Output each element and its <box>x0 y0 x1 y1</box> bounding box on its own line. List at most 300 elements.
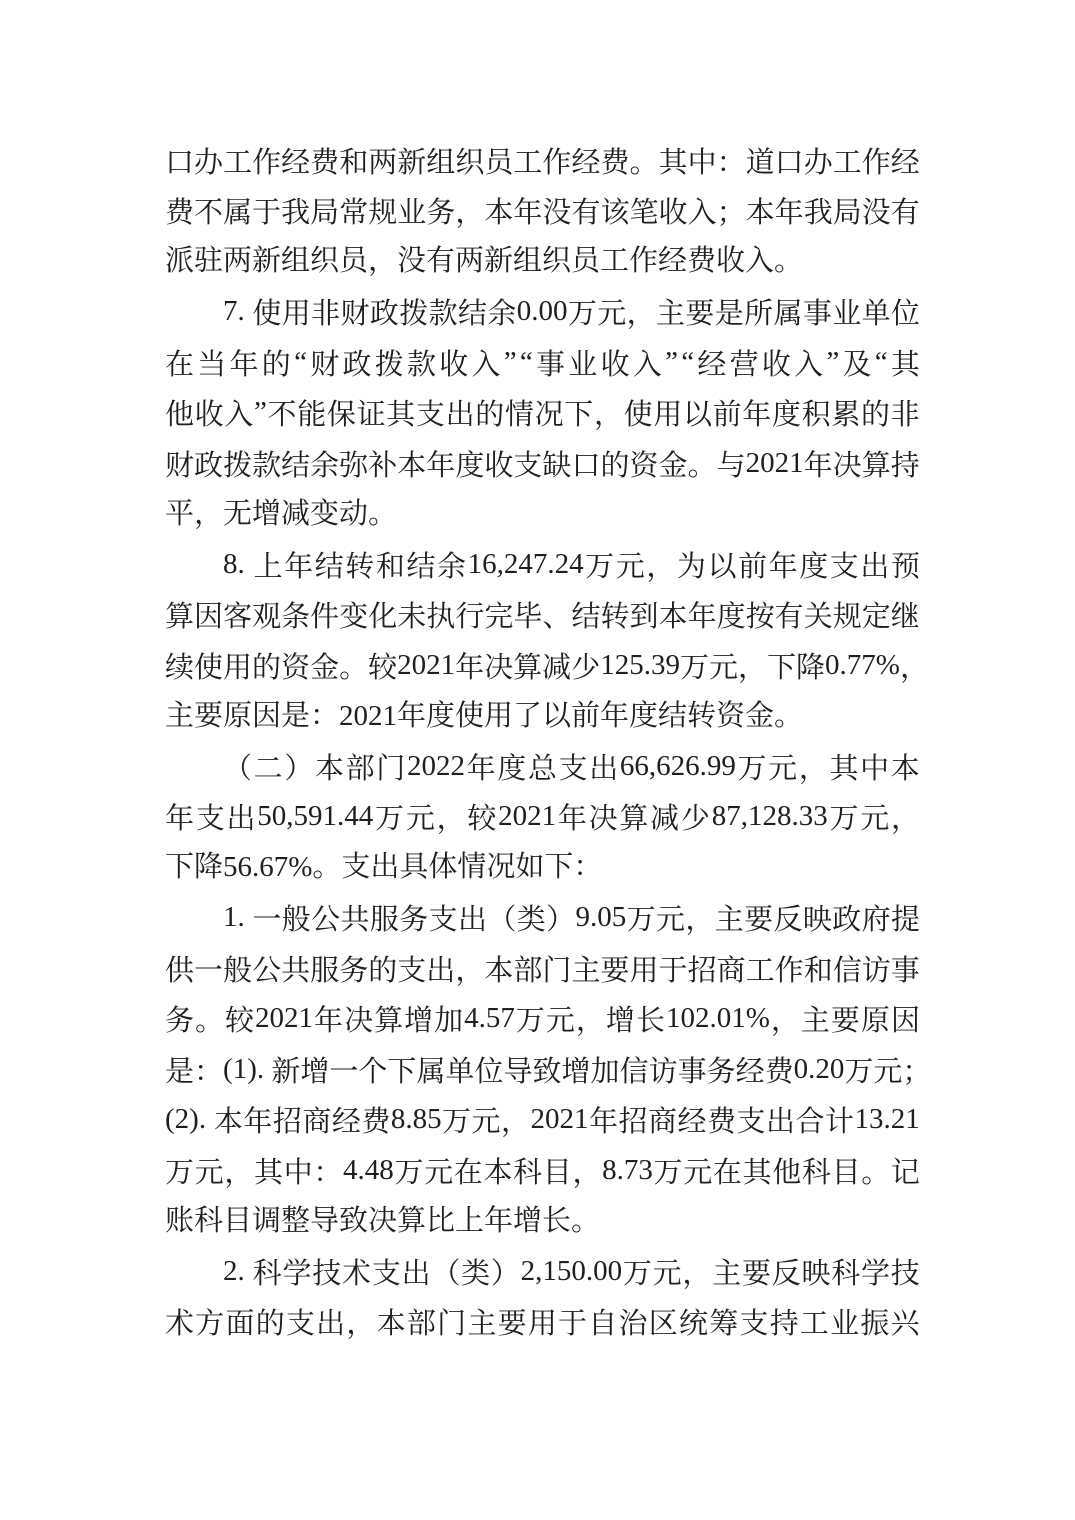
text-token: 局 <box>832 197 862 230</box>
text-token: ， <box>682 1257 712 1290</box>
text-token: 87,128.33 <box>711 800 828 833</box>
text-token: 术 <box>165 1308 195 1341</box>
text-token: 公 <box>252 954 282 987</box>
text-token: 其 <box>658 146 688 179</box>
text-token: 缺 <box>542 449 572 482</box>
text-token: 支 <box>415 399 445 432</box>
text-token: 万 <box>442 1106 472 1139</box>
text-token: 用 <box>223 651 253 684</box>
text-token: 于 <box>558 1308 588 1341</box>
text-token: ： <box>716 146 746 179</box>
text-token: 事 <box>536 348 566 381</box>
text-token: 共 <box>340 904 370 937</box>
text-token: 年 <box>426 449 456 482</box>
text-token: 年 <box>284 550 314 583</box>
text-token: 元 <box>471 1106 501 1139</box>
text-token: 工 <box>832 146 862 179</box>
text-token: 元 <box>708 651 738 684</box>
text-token: ： <box>194 1055 224 1088</box>
text-token: 经 <box>331 1106 361 1139</box>
text-token: 本 <box>314 752 344 785</box>
text-line: 主要原因是：2021年度使用了以前年度结转资金。 <box>165 699 804 732</box>
text-token: 要 <box>600 954 630 987</box>
text-token: 财 <box>165 449 195 482</box>
text-line <box>165 388 920 439</box>
text-token: 要 <box>497 1308 527 1341</box>
text-token: 元 <box>597 298 627 331</box>
text-token: 合 <box>795 1106 825 1139</box>
text-token: 算 <box>619 803 649 836</box>
text-token: ， <box>455 954 485 987</box>
text-token: 年 <box>589 1106 619 1139</box>
text-token: 1. <box>223 901 252 934</box>
text-token: 服 <box>310 954 340 987</box>
text-token: 证 <box>356 399 386 432</box>
text-token: 出 <box>426 954 456 987</box>
text-token: 作 <box>542 146 572 179</box>
text-token: 观 <box>252 601 282 634</box>
text-token: 不 <box>267 399 297 432</box>
text-token: 主 <box>571 954 601 987</box>
text-token: 增 <box>404 1005 434 1038</box>
text-line <box>165 640 929 691</box>
text-token: 是 <box>714 298 744 331</box>
text-token: 102.01% <box>665 1002 770 1035</box>
text-token: 持 <box>890 449 920 482</box>
text-token: 元 <box>873 1055 903 1088</box>
text-token: ， <box>685 904 715 937</box>
text-token: 目 <box>542 1156 572 1189</box>
text-token: 办 <box>803 146 833 179</box>
text-token: 所 <box>744 298 774 331</box>
text-token: 口 <box>165 146 195 179</box>
text-token: 部 <box>345 752 375 785</box>
text-token: 工 <box>799 1308 829 1341</box>
text-token: 。 <box>629 146 659 179</box>
text-token: 余 <box>487 298 517 331</box>
text-token: 度 <box>771 399 801 432</box>
text-token: ， <box>890 803 920 836</box>
text-token: 支 <box>371 1257 401 1290</box>
text-token: 年 <box>165 803 195 836</box>
text-token: 累 <box>831 399 861 432</box>
text-token: 4.57 <box>464 1002 515 1035</box>
text-token: 预 <box>890 550 920 583</box>
text-token: 其 <box>254 1156 284 1189</box>
text-token: 致 <box>532 1055 562 1088</box>
text-line <box>165 438 920 489</box>
text-token: 局 <box>310 197 340 230</box>
text-token: 出 <box>766 1106 796 1139</box>
text-token: 客 <box>223 601 253 634</box>
text-line <box>165 943 920 994</box>
text-token: 前 <box>738 550 768 583</box>
text-token: （ <box>487 904 517 937</box>
text-token: 科 <box>831 1257 861 1290</box>
text-token: 4.48 <box>343 1153 394 1186</box>
text-token: 金 <box>658 449 688 482</box>
text-token: 。 <box>195 1005 225 1038</box>
text-token: 经 <box>697 348 727 381</box>
text-token: 区 <box>648 1308 678 1341</box>
text-token: 支 <box>558 752 588 785</box>
text-token: 及 <box>842 348 872 381</box>
text-token: 万 <box>567 298 597 331</box>
text-token: ） <box>546 904 576 937</box>
text-token: 主 <box>800 1005 830 1038</box>
text-token: 用 <box>653 399 683 432</box>
text-token: 9.05 <box>575 901 627 934</box>
text-token: 营 <box>729 348 759 381</box>
text-token: 少 <box>571 651 601 684</box>
text-token: 中 <box>860 752 890 785</box>
text-token: 2. <box>223 1254 252 1287</box>
text-token: 加 <box>434 1005 464 1038</box>
text-line <box>165 1095 920 1146</box>
text-token: 增 <box>300 1055 330 1088</box>
text-token: 经 <box>735 1055 765 1088</box>
text-token: 位 <box>890 298 920 331</box>
text-token: 一 <box>329 1055 359 1088</box>
text-token: “ <box>681 345 695 378</box>
text-token: 年 <box>229 348 259 381</box>
text-token: 中 <box>283 1156 313 1189</box>
text-token: 常 <box>339 197 369 230</box>
text-line <box>165 337 920 388</box>
text-token: ， <box>646 550 676 583</box>
text-token: 万 <box>585 550 615 583</box>
text-token: 经 <box>281 146 311 179</box>
text-token: 出 <box>445 399 475 432</box>
text-token: 2,150.00 <box>520 1254 623 1287</box>
text-token: 况 <box>534 399 564 432</box>
text-token: 年 <box>513 197 543 230</box>
text-token: 业 <box>832 298 862 331</box>
text-token: 主 <box>655 298 685 331</box>
text-token: 元 <box>683 1156 713 1189</box>
text-token: 年 <box>314 1005 344 1038</box>
text-token: 科 <box>801 1156 831 1189</box>
text-token: 工 <box>745 954 775 987</box>
text-token: 支 <box>739 1308 769 1341</box>
text-token: 招 <box>618 1106 648 1139</box>
text-token: 口 <box>571 449 601 482</box>
text-token: 招 <box>272 1106 302 1139</box>
text-token: 元 <box>405 803 435 836</box>
text-token: 行 <box>455 601 485 634</box>
text-token: 本 <box>483 1156 513 1189</box>
text-token: 定 <box>861 601 891 634</box>
text-token: 业 <box>830 1308 860 1341</box>
text-token: 商 <box>648 1106 678 1139</box>
text-token: 我 <box>803 197 833 230</box>
text-token: 本 <box>658 601 688 634</box>
text-line <box>165 1297 920 1348</box>
text-token: ， <box>436 803 466 836</box>
text-token: 财 <box>310 348 340 381</box>
text-token: 度 <box>455 449 485 482</box>
text-token: 政 <box>194 449 224 482</box>
text-token: 原 <box>860 1005 890 1038</box>
text-token: 费 <box>165 197 195 230</box>
text-token: 算 <box>374 1005 404 1038</box>
text-token: 款 <box>428 298 458 331</box>
text-token: ； <box>716 197 746 230</box>
text-token: 条 <box>281 601 311 634</box>
text-line: 下降56.67%。支出具体情况如下： <box>165 851 603 883</box>
text-token: 变 <box>339 601 369 634</box>
text-token: 减 <box>542 651 572 684</box>
text-token: 2021 <box>530 1103 589 1136</box>
text-line <box>165 1145 920 1196</box>
text-token: ， <box>224 1156 254 1189</box>
text-token: 振 <box>860 1308 890 1341</box>
text-token: 金 <box>310 651 340 684</box>
text-token: 。 <box>861 1156 891 1189</box>
text-token: 弥 <box>339 449 369 482</box>
text-token: 到 <box>629 601 659 634</box>
text-line: 平，无增减变动。 <box>165 497 398 530</box>
text-token: 服 <box>369 904 399 937</box>
text-token: 反 <box>773 904 803 937</box>
text-token: ， <box>575 1005 605 1038</box>
text-token: 使 <box>194 651 224 684</box>
text-token: 其 <box>829 752 859 785</box>
text-token: 元 <box>768 752 798 785</box>
text-token: 笔 <box>629 197 659 230</box>
text-token: 入 <box>471 348 501 381</box>
text-token: “ <box>294 345 307 378</box>
text-token: 工 <box>513 146 543 179</box>
text-token: 其 <box>386 399 416 432</box>
text-token: 非 <box>311 298 341 331</box>
text-token: 增 <box>561 1055 591 1088</box>
text-token: 于 <box>252 197 282 230</box>
text-token: 年 <box>243 1106 273 1139</box>
text-token: 支 <box>736 1106 766 1139</box>
text-token: 新 <box>397 146 427 179</box>
text-token: 结 <box>281 449 311 482</box>
text-line <box>165 287 920 338</box>
text-token: 算 <box>861 449 891 482</box>
text-token: 的 <box>475 399 505 432</box>
text-token: 访 <box>648 1055 678 1088</box>
text-token: 的 <box>255 1308 285 1341</box>
text-token: 政 <box>342 348 372 381</box>
text-token: 出 <box>316 1308 346 1341</box>
text-token: ， <box>501 1106 531 1139</box>
text-token: 务 <box>426 197 456 230</box>
text-token: 信 <box>619 1055 649 1088</box>
text-token: 与 <box>716 449 746 482</box>
text-token: 统 <box>678 1308 708 1341</box>
text-token: 单 <box>861 298 891 331</box>
text-token: 反 <box>771 1257 801 1290</box>
text-token: 13.21 <box>854 1103 920 1136</box>
text-token: 方 <box>195 1308 225 1341</box>
text-token: 于 <box>658 954 688 987</box>
text-token: 面 <box>225 1308 255 1341</box>
text-token: 收 <box>658 197 688 230</box>
text-token: 0.77% <box>825 648 900 681</box>
text-token: 务 <box>399 904 429 937</box>
text-line <box>165 994 920 1045</box>
text-token: 招 <box>687 954 717 987</box>
text-token: 万 <box>737 752 767 785</box>
text-token: 125.39 <box>600 648 680 681</box>
text-token: 的 <box>368 954 398 987</box>
text-token: 拨 <box>399 298 429 331</box>
text-token: 在 <box>453 1156 483 1189</box>
text-token: 和 <box>375 550 405 583</box>
text-token: 技 <box>890 1257 920 1290</box>
text-token: 较 <box>467 803 497 836</box>
text-token: 用 <box>629 954 659 987</box>
text-token: 有 <box>890 197 920 230</box>
text-token: 继 <box>890 601 920 634</box>
text-token: 门 <box>437 1308 467 1341</box>
text-token: 一 <box>194 954 224 987</box>
text-token: 政 <box>832 904 862 937</box>
text-token: 是 <box>165 1055 195 1088</box>
text-token: ： <box>313 1156 343 1189</box>
text-token: 下 <box>564 399 594 432</box>
text-token: 。 <box>339 651 369 684</box>
text-token: 8. <box>223 547 252 580</box>
text-token: 没 <box>861 197 891 230</box>
text-token: 信 <box>832 954 862 987</box>
text-token: 的 <box>860 399 890 432</box>
text-token: 执 <box>426 601 456 634</box>
text-token: 主 <box>714 904 744 937</box>
text-token: 收 <box>194 399 224 432</box>
text-token: 万 <box>165 1156 195 1189</box>
text-token: 务 <box>706 1055 736 1088</box>
text-token: 和 <box>339 146 369 179</box>
text-token: 以 <box>682 399 712 432</box>
text-token: 属 <box>773 298 803 331</box>
text-token: 的 <box>252 651 282 684</box>
text-token: 决 <box>344 1005 374 1038</box>
text-token: 经 <box>677 1106 707 1139</box>
text-token: 属 <box>223 197 253 230</box>
text-token: 本 <box>890 752 920 785</box>
text-token: 元 <box>194 1156 224 1189</box>
text-token: 和 <box>803 954 833 987</box>
text-token: 类 <box>461 1257 491 1290</box>
text-token: 资 <box>281 651 311 684</box>
text-token: 经 <box>571 146 601 179</box>
text-token: 规 <box>368 197 398 230</box>
text-token: 事 <box>890 954 920 987</box>
text-token: 算 <box>165 601 195 634</box>
text-token: ， <box>770 1005 800 1038</box>
text-token: 导 <box>503 1055 533 1088</box>
text-token: 收 <box>484 449 514 482</box>
text-token: 部 <box>406 1308 436 1341</box>
text-line <box>165 135 920 186</box>
text-token: (2). <box>165 1103 214 1136</box>
text-token: 学 <box>282 1257 312 1290</box>
text-token: 非 <box>890 399 920 432</box>
text-token: 主 <box>467 1308 497 1341</box>
text-token: 本 <box>484 954 514 987</box>
text-token: 款 <box>406 348 436 381</box>
text-token: 结 <box>457 298 487 331</box>
text-token: 的 <box>600 449 630 482</box>
text-token: 入 <box>687 197 717 230</box>
text-token: 费 <box>600 146 630 179</box>
text-token: （ <box>223 752 253 785</box>
text-token: 决 <box>484 651 514 684</box>
text-token: 经 <box>890 146 920 179</box>
text-token: 费 <box>707 1106 737 1139</box>
text-token: ” <box>254 396 267 429</box>
text-token: 访 <box>861 954 891 987</box>
text-token: 他 <box>772 1156 802 1189</box>
text-token: 工 <box>223 146 253 179</box>
text-line <box>165 1044 932 1095</box>
text-token: 的 <box>261 348 291 381</box>
text-token: 入 <box>632 348 662 381</box>
text-token: 提 <box>890 904 920 937</box>
text-token: 员 <box>484 146 514 179</box>
text-token: 化 <box>368 601 398 634</box>
text-token: 总 <box>527 752 557 785</box>
text-token: 7. <box>223 295 252 328</box>
text-token: 科 <box>252 1257 282 1290</box>
text-token: 财 <box>340 298 370 331</box>
text-token: 商 <box>716 954 746 987</box>
text-token: 2022 <box>406 749 465 782</box>
text-token: 8.73 <box>602 1153 653 1186</box>
text-token: 本 <box>213 1106 243 1139</box>
text-token: 映 <box>802 904 832 937</box>
text-token: 作 <box>252 146 282 179</box>
text-token: 元 <box>652 1257 682 1290</box>
text-token: 他 <box>165 399 195 432</box>
text-token: 度 <box>497 752 527 785</box>
text-token: 术 <box>342 1257 372 1290</box>
text-token: ， <box>899 651 929 684</box>
text-token: 0.00 <box>516 295 568 328</box>
text-token: 当 <box>197 348 227 381</box>
text-token: 支 <box>195 803 225 836</box>
text-token: 位 <box>474 1055 504 1088</box>
text-token: ； <box>902 1055 932 1088</box>
text-token: 0.20 <box>793 1052 845 1085</box>
text-token: ， <box>626 298 656 331</box>
text-token: 万 <box>679 651 709 684</box>
text-token: 两 <box>368 146 398 179</box>
text-token: 毕 <box>513 601 543 634</box>
text-token: 元 <box>615 550 645 583</box>
text-token: ， <box>737 651 767 684</box>
text-token: 商 <box>302 1106 332 1139</box>
text-token: 支 <box>285 1308 315 1341</box>
text-line <box>165 186 920 237</box>
text-token: “ <box>519 345 533 378</box>
text-token: ， <box>572 1156 602 1189</box>
text-token: 没 <box>542 197 572 230</box>
text-token: 较 <box>225 1005 255 1038</box>
text-token: 拨 <box>374 348 404 381</box>
text-line <box>165 792 920 843</box>
text-token: 业 <box>568 348 598 381</box>
text-token: 余 <box>310 449 340 482</box>
text-token: （ <box>431 1257 461 1290</box>
text-token: 其 <box>890 348 920 381</box>
